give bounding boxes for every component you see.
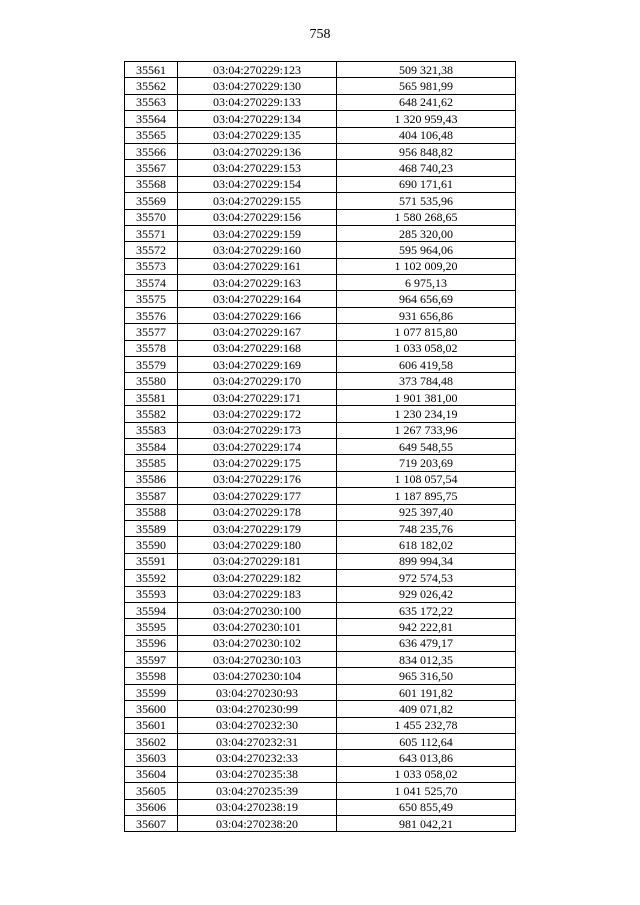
value-cell: 648 241,62 — [337, 94, 516, 110]
cadastral-number-cell: 03:04:270229:134 — [178, 111, 337, 127]
cadastral-number-cell: 03:04:270229:172 — [178, 406, 337, 422]
row-number-cell: 35584 — [125, 438, 178, 454]
table-row — [125, 406, 516, 422]
cadastral-number-cell: 03:04:270238:20 — [178, 815, 337, 831]
value-cell: 1 580 268,65 — [337, 209, 516, 225]
value-cell: 956 848,82 — [337, 143, 516, 159]
row-number-cell: 35596 — [125, 635, 178, 651]
value-cell: 1 108 057,54 — [337, 471, 516, 487]
cadastral-number-cell: 03:04:270229:178 — [178, 504, 337, 520]
value-cell: 6 975,13 — [337, 275, 516, 291]
row-number-cell: 35604 — [125, 766, 178, 782]
table-row — [125, 275, 516, 291]
table-row — [125, 455, 516, 471]
value-cell: 1 033 058,02 — [337, 340, 516, 356]
page-number: 758 — [309, 27, 331, 42]
cadastral-number-cell: 03:04:270229:168 — [178, 340, 337, 356]
cadastral-number-cell: 03:04:270229:177 — [178, 488, 337, 504]
value-cell: 409 071,82 — [337, 701, 516, 717]
cadastral-number-cell: 03:04:270230:93 — [178, 684, 337, 700]
table-row — [125, 504, 516, 520]
value-cell: 929 026,42 — [337, 586, 516, 602]
table-row — [125, 193, 516, 209]
row-number-cell: 35567 — [125, 160, 178, 176]
cadastral-number-cell: 03:04:270235:38 — [178, 766, 337, 782]
value-cell: 1 267 733,96 — [337, 422, 516, 438]
row-number-cell: 35561 — [125, 62, 178, 78]
cadastral-number-cell: 03:04:270230:104 — [178, 668, 337, 684]
value-cell: 690 171,61 — [337, 176, 516, 192]
row-number-cell: 35605 — [125, 783, 178, 799]
value-cell: 1 102 009,20 — [337, 258, 516, 274]
value-cell: 285 320,00 — [337, 225, 516, 241]
table-row — [125, 717, 516, 733]
value-cell: 1 041 525,70 — [337, 783, 516, 799]
table-row — [125, 652, 516, 668]
table-row — [125, 143, 516, 159]
table-row — [125, 815, 516, 831]
cadastral-number-cell: 03:04:270229:130 — [178, 78, 337, 94]
cadastral-number-cell: 03:04:270229:135 — [178, 127, 337, 143]
value-cell: 601 191,82 — [337, 684, 516, 700]
value-cell: 1 320 959,43 — [337, 111, 516, 127]
row-number-cell: 35576 — [125, 307, 178, 323]
row-number-cell: 35570 — [125, 209, 178, 225]
cadastral-number-cell: 03:04:270229:154 — [178, 176, 337, 192]
value-cell: 650 855,49 — [337, 799, 516, 815]
value-cell: 834 012,35 — [337, 652, 516, 668]
table-row — [125, 176, 516, 192]
row-number-cell: 35562 — [125, 78, 178, 94]
table-row — [125, 340, 516, 356]
table-row — [125, 94, 516, 110]
cadastral-number-cell: 03:04:270229:133 — [178, 94, 337, 110]
cadastral-number-cell: 03:04:270230:103 — [178, 652, 337, 668]
row-number-cell: 35586 — [125, 471, 178, 487]
cadastral-number-cell: 03:04:270230:102 — [178, 635, 337, 651]
value-cell: 1 901 381,00 — [337, 389, 516, 405]
value-cell: 635 172,22 — [337, 602, 516, 618]
cadastral-number-cell: 03:04:270229:182 — [178, 570, 337, 586]
value-cell: 719 203,69 — [337, 455, 516, 471]
row-number-cell: 35603 — [125, 750, 178, 766]
row-number-cell: 35593 — [125, 586, 178, 602]
cadastral-number-cell: 03:04:270229:136 — [178, 143, 337, 159]
row-number-cell: 35568 — [125, 176, 178, 192]
row-number-cell: 35590 — [125, 537, 178, 553]
row-number-cell: 35587 — [125, 488, 178, 504]
row-number-cell: 35580 — [125, 373, 178, 389]
registry-table-body — [125, 62, 516, 832]
cadastral-number-cell: 03:04:270229:183 — [178, 586, 337, 602]
row-number-cell: 35564 — [125, 111, 178, 127]
value-cell: 636 479,17 — [337, 635, 516, 651]
table-row — [125, 520, 516, 536]
row-number-cell: 35602 — [125, 734, 178, 750]
table-row — [125, 701, 516, 717]
value-cell: 1 187 895,75 — [337, 488, 516, 504]
cadastral-number-cell: 03:04:270232:33 — [178, 750, 337, 766]
value-cell: 972 574,53 — [337, 570, 516, 586]
table-row — [125, 111, 516, 127]
cadastral-number-cell: 03:04:270229:180 — [178, 537, 337, 553]
table-row — [125, 225, 516, 241]
cadastral-number-cell: 03:04:270229:159 — [178, 225, 337, 241]
table-row — [125, 422, 516, 438]
table-row — [125, 324, 516, 340]
value-cell: 931 656,86 — [337, 307, 516, 323]
table-row — [125, 684, 516, 700]
cadastral-number-cell: 03:04:270229:155 — [178, 193, 337, 209]
cadastral-number-cell: 03:04:270229:163 — [178, 275, 337, 291]
table-row — [125, 750, 516, 766]
table-row — [125, 586, 516, 602]
value-cell: 965 316,50 — [337, 668, 516, 684]
table-row — [125, 799, 516, 815]
value-cell: 605 112,64 — [337, 734, 516, 750]
table-row — [125, 488, 516, 504]
value-cell: 964 656,69 — [337, 291, 516, 307]
row-number-cell: 35575 — [125, 291, 178, 307]
value-cell: 1 033 058,02 — [337, 766, 516, 782]
table-row — [125, 160, 516, 176]
cadastral-number-cell: 03:04:270229:181 — [178, 553, 337, 569]
row-number-cell: 35571 — [125, 225, 178, 241]
row-number-cell: 35585 — [125, 455, 178, 471]
value-cell: 748 235,76 — [337, 520, 516, 536]
value-cell: 509 321,38 — [337, 62, 516, 78]
row-number-cell: 35572 — [125, 242, 178, 258]
value-cell: 643 013,86 — [337, 750, 516, 766]
row-number-cell: 35569 — [125, 193, 178, 209]
row-number-cell: 35573 — [125, 258, 178, 274]
value-cell: 899 994,34 — [337, 553, 516, 569]
row-number-cell: 35582 — [125, 406, 178, 422]
cadastral-number-cell: 03:04:270229:160 — [178, 242, 337, 258]
cadastral-number-cell: 03:04:270229:123 — [178, 62, 337, 78]
cadastral-number-cell: 03:04:270230:101 — [178, 619, 337, 635]
table-row — [125, 570, 516, 586]
table-row — [125, 537, 516, 553]
value-cell: 925 397,40 — [337, 504, 516, 520]
table-row — [125, 553, 516, 569]
row-number-cell: 35566 — [125, 143, 178, 159]
table-row — [125, 734, 516, 750]
row-number-cell: 35563 — [125, 94, 178, 110]
row-number-cell: 35583 — [125, 422, 178, 438]
cadastral-number-cell: 03:04:270229:164 — [178, 291, 337, 307]
row-number-cell: 35581 — [125, 389, 178, 405]
cadastral-number-cell: 03:04:270232:30 — [178, 717, 337, 733]
cadastral-number-cell: 03:04:270229:156 — [178, 209, 337, 225]
cadastral-number-cell: 03:04:270229:176 — [178, 471, 337, 487]
row-number-cell: 35591 — [125, 553, 178, 569]
cadastral-number-cell: 03:04:270229:161 — [178, 258, 337, 274]
row-number-cell: 35597 — [125, 652, 178, 668]
row-number-cell: 35578 — [125, 340, 178, 356]
value-cell: 1 455 232,78 — [337, 717, 516, 733]
row-number-cell: 35579 — [125, 357, 178, 373]
table-row — [125, 78, 516, 94]
cadastral-number-cell: 03:04:270232:31 — [178, 734, 337, 750]
cadastral-number-cell: 03:04:270229:166 — [178, 307, 337, 323]
table-row — [125, 242, 516, 258]
table-row — [125, 209, 516, 225]
table-row — [125, 258, 516, 274]
cadastral-number-cell: 03:04:270230:99 — [178, 701, 337, 717]
table-row — [125, 291, 516, 307]
cadastral-number-cell: 03:04:270229:173 — [178, 422, 337, 438]
value-cell: 373 784,48 — [337, 373, 516, 389]
row-number-cell: 35577 — [125, 324, 178, 340]
row-number-cell: 35588 — [125, 504, 178, 520]
row-number-cell: 35601 — [125, 717, 178, 733]
registry-table — [124, 61, 516, 832]
value-cell: 649 548,55 — [337, 438, 516, 454]
table-row — [125, 766, 516, 782]
cadastral-number-cell: 03:04:270229:153 — [178, 160, 337, 176]
value-cell: 595 964,06 — [337, 242, 516, 258]
cadastral-number-cell: 03:04:270238:19 — [178, 799, 337, 815]
value-cell: 571 535,96 — [337, 193, 516, 209]
table-row — [125, 357, 516, 373]
row-number-cell: 35589 — [125, 520, 178, 536]
value-cell: 404 106,48 — [337, 127, 516, 143]
row-number-cell: 35592 — [125, 570, 178, 586]
table-row — [125, 602, 516, 618]
row-number-cell: 35595 — [125, 619, 178, 635]
row-number-cell: 35600 — [125, 701, 178, 717]
value-cell: 1 077 815,80 — [337, 324, 516, 340]
value-cell: 565 981,99 — [337, 78, 516, 94]
cadastral-number-cell: 03:04:270229:175 — [178, 455, 337, 471]
value-cell: 468 740,23 — [337, 160, 516, 176]
cadastral-number-cell: 03:04:270229:167 — [178, 324, 337, 340]
cadastral-number-cell: 03:04:270229:169 — [178, 357, 337, 373]
table-row — [125, 307, 516, 323]
row-number-cell: 35606 — [125, 799, 178, 815]
table-row — [125, 668, 516, 684]
table-row — [125, 373, 516, 389]
cadastral-number-cell: 03:04:270230:100 — [178, 602, 337, 618]
table-row — [125, 127, 516, 143]
row-number-cell: 35598 — [125, 668, 178, 684]
value-cell: 618 182,02 — [337, 537, 516, 553]
table-row — [125, 62, 516, 78]
cadastral-number-cell: 03:04:270229:171 — [178, 389, 337, 405]
cadastral-number-cell: 03:04:270229:170 — [178, 373, 337, 389]
table-row — [125, 471, 516, 487]
value-cell: 606 419,58 — [337, 357, 516, 373]
row-number-cell: 35565 — [125, 127, 178, 143]
cadastral-number-cell: 03:04:270229:179 — [178, 520, 337, 536]
value-cell: 942 222,81 — [337, 619, 516, 635]
table-row — [125, 619, 516, 635]
table-row — [125, 389, 516, 405]
row-number-cell: 35574 — [125, 275, 178, 291]
value-cell: 1 230 234,19 — [337, 406, 516, 422]
cadastral-number-cell: 03:04:270235:39 — [178, 783, 337, 799]
row-number-cell: 35594 — [125, 602, 178, 618]
table-row — [125, 783, 516, 799]
value-cell: 981 042,21 — [337, 815, 516, 831]
row-number-cell: 35599 — [125, 684, 178, 700]
cadastral-number-cell: 03:04:270229:174 — [178, 438, 337, 454]
table-row — [125, 438, 516, 454]
row-number-cell: 35607 — [125, 815, 178, 831]
table-row — [125, 635, 516, 651]
